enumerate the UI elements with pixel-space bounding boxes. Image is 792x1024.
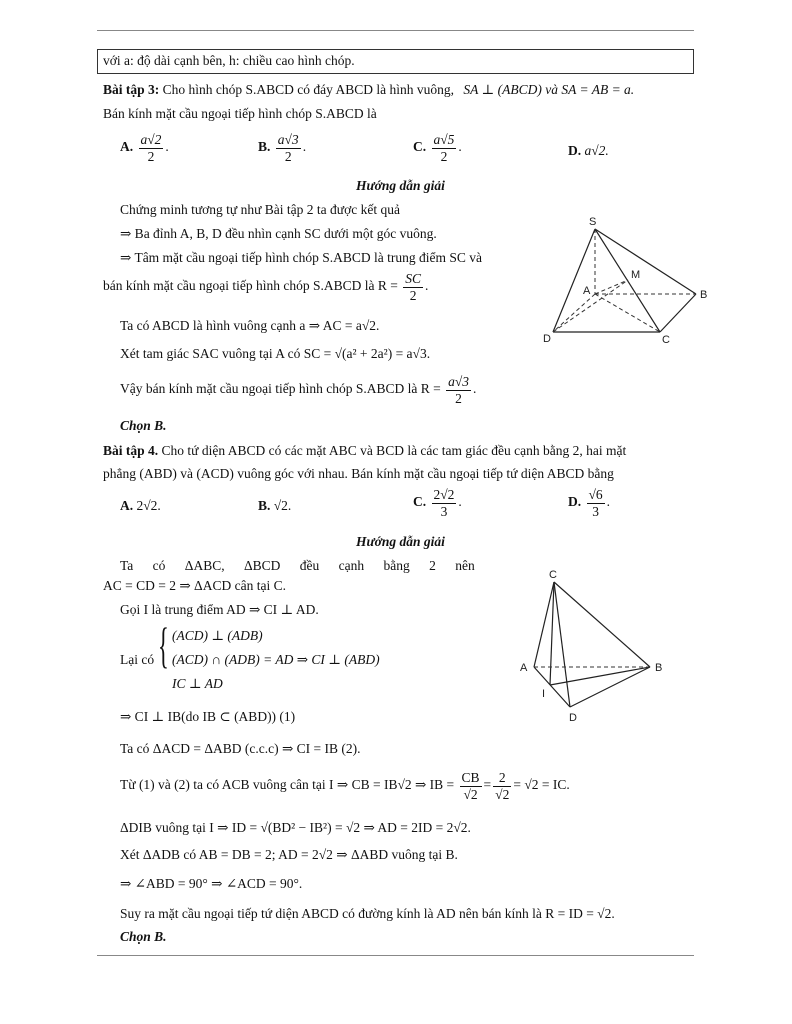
ex4-line-10: Suy ra mặt cầu ngoại tiếp tứ diện ABCD có đường kính là AD nên bán kính là R = ID = √2. xyxy=(120,906,615,921)
exercise-4-question: Bài tập 4. Cho tứ diện ABCD có các mặt ABC và BCD là các tam giác đều cạnh bằng 2, hai mặt xyxy=(103,443,627,458)
ex4-line-9: ⇒ ∠ABD = 90° ⇒ ∠ACD = 90°. xyxy=(120,876,303,891)
ex4-line-6: Từ (1) và (2) ta có ACB vuông cân tại I ⇒ CB = IB√2 ⇒ IB = $\frac{CB}{√2}$ = $\frac{2}{√2}$ = √2 = IC. xyxy=(120,770,570,802)
edge-cd xyxy=(554,582,570,707)
ex4-system-1: (ACD) ⊥ (ADB) xyxy=(172,628,263,643)
ex4-option-c: C. $\frac{2√2}{3}$ . xyxy=(413,487,462,519)
exercise-3-question-line2: Bán kính mặt cầu ngoại tiếp hình chóp S.ABCD là xyxy=(103,106,377,121)
system-brace: { xyxy=(158,617,169,673)
ex4-line-4: ⇒ CI ⊥ IB(do IB ⊂ (ABD)) (1) xyxy=(120,709,296,724)
fig2-label-a: A xyxy=(520,662,528,674)
tetrahedron-figure xyxy=(508,565,688,725)
fig1-label-a: A xyxy=(583,285,591,297)
ex4-option-b: B. √2. xyxy=(258,498,292,513)
edge-sb xyxy=(595,229,696,294)
ex4-system-3: IC ⊥ AD xyxy=(172,676,223,691)
ex3-answer: Chọn B. xyxy=(120,418,167,433)
fig1-label-b: B xyxy=(700,289,708,301)
edge-cb xyxy=(554,582,650,667)
ex3-guide-heading: Hướng dẫn giải xyxy=(356,178,445,193)
ex3-option-a: A. $\frac{a√2}{2}$ . xyxy=(120,132,169,164)
fig2-label-d: D xyxy=(569,712,577,724)
fig1-label-s: S xyxy=(589,216,597,228)
ex3-line-7: Vậy bán kính mặt cầu ngoại tiếp hình chóp S.ABCD là R = $\frac{a√3}{2}$ . xyxy=(120,374,477,406)
ex3-line-2: ⇒ Ba đỉnh A, B, D đều nhìn cạnh SC dưới một góc vuông. xyxy=(120,226,437,241)
edge-ad xyxy=(534,667,570,707)
fig2-label-c: C xyxy=(549,569,557,581)
fig1-label-c: C xyxy=(662,334,670,346)
pyramid-figure xyxy=(538,212,710,352)
exercise-3-question: Bài tập 3: Cho hình chóp S.ABCD có đáy ABCD là hình vuông, SA ⊥ (ABCD) và SA = AB = a. xyxy=(103,82,635,97)
ex4-line-3: Gọi I là trung điểm AD ⇒ CI ⊥ AD. xyxy=(120,602,319,617)
ex3-line-1: Chứng minh tương tự như Bài tập 2 ta được kết quả xyxy=(120,202,400,217)
ex4-line-8: Xét ΔADB có AB = DB = 2; AD = 2√2 ⇒ ΔABD vuông tại B. xyxy=(120,847,458,862)
footer-rule xyxy=(97,955,694,956)
fig1-label-d: D xyxy=(543,333,551,345)
ex3-line-6: Xét tam giác SAC vuông tại A có SC = √(a² + 2a²) = a√3. xyxy=(120,346,431,361)
edge-sd xyxy=(553,229,595,332)
ex3-option-b: B. $\frac{a√3}{2}$ . xyxy=(258,132,307,164)
exercise-4-question-line2: phẳng (ABD) và (ACD) vuông góc với nhau. Bán kính mặt cầu ngoại tiếp tứ diện ABCD bằng xyxy=(103,466,614,481)
note-text: với a: độ dài cạnh bên, h: chiều cao hình chóp. xyxy=(103,53,355,68)
edge-ac xyxy=(595,294,660,332)
ex4-line-2: AC = CD = 2 ⇒ ΔACD cân tại C. xyxy=(103,578,286,593)
header-rule xyxy=(97,30,694,31)
ex4-option-d: D. $\frac{√6}{3}$ . xyxy=(568,487,611,519)
edge-ad xyxy=(553,294,595,332)
ex3-line-5: Ta có ABCD là hình vuông cạnh a ⇒ AC = a√2. xyxy=(120,318,380,333)
fig2-label-i: I xyxy=(542,688,546,700)
ex4-line-7: ΔDIB vuông tại I ⇒ ID = √(BD² − IB²) = √2 ⇒ AD = 2ID = 2√2. xyxy=(120,820,471,835)
ex4-option-a: A. 2√2. xyxy=(120,498,161,513)
edge-db xyxy=(570,667,650,707)
ex3-option-c: C. $\frac{a√5}{2}$ . xyxy=(413,132,462,164)
ex4-line-1: Ta có ΔABC, ΔBCD đều cạnh bằng 2 nên xyxy=(120,558,475,573)
edge-dm xyxy=(553,280,628,332)
ex4-line-5: Ta có ΔACD = ΔABD (c.c.c) ⇒ CI = IB (2). xyxy=(120,741,361,756)
edge-cb xyxy=(660,294,696,332)
ex4-system-2: (ACD) ∩ (ADB) = AD ⇒ CI ⊥ (ABD) xyxy=(172,652,380,667)
fig2-label-b: B xyxy=(655,662,663,674)
ex4-system-lead: Lại có xyxy=(120,652,155,667)
ex3-line-3: ⇒ Tâm mặt cầu ngoại tiếp hình chóp S.ABCD là trung điểm SC và xyxy=(120,250,483,265)
ex3-line-4: bán kính mặt cầu ngoại tiếp hình chóp S.ABCD là R = $\frac{SC}{2}$ . xyxy=(103,271,429,303)
ex4-guide-heading: Hướng dẫn giải xyxy=(356,534,445,549)
ex4-answer: Chọn B. xyxy=(120,929,167,944)
fig1-label-m: M xyxy=(631,269,641,281)
ex3-option-d: D. a√2. xyxy=(568,143,609,158)
